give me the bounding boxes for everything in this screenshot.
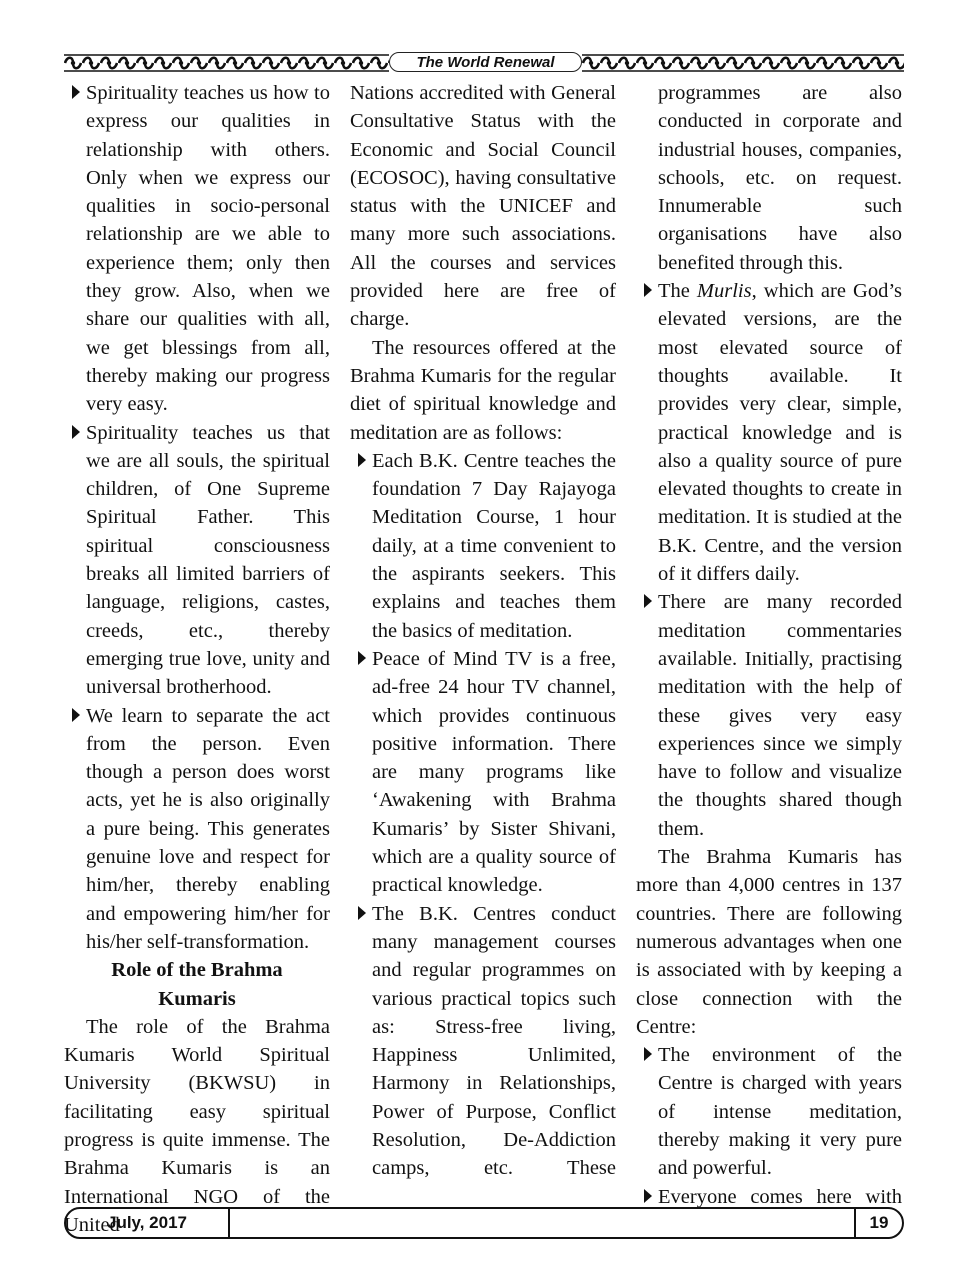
bullet-text: The environment of the Centre is charged with years of intense meditation, thereby making it very pure and powerful.	[658, 1044, 902, 1180]
bullet-text: Peace of Mind TV is a free, ad-free 24 hour TV channel, which provides continuous positive information. There are many programs like ‘Awakening with Brahma Kumaris’ by Sister Shivani, which are a quality source of practical knowledge.	[372, 647, 616, 897]
triangle-bullet-icon	[358, 651, 366, 665]
ornamental-border-right	[582, 54, 904, 72]
column-2	[350, 79, 616, 1183]
triangle-bullet-icon	[358, 453, 366, 467]
bullet-text: programmes are also conducted in corporate and industrial houses, companies, schools, etc. on request. Innumerable such organisations have also benefited through this.	[658, 82, 902, 274]
publication-title: The World Renewal	[389, 52, 582, 72]
bullet-item	[636, 1041, 902, 1182]
continued-bullet-text	[636, 79, 902, 277]
bullet-item	[636, 277, 902, 588]
murlis-italic: Murlis	[696, 280, 752, 303]
bullet-text: Everyone comes here with	[658, 1185, 902, 1208]
bullet-text: The B.K. Centres conduct many management courses and regular programmes on various practical topics such as: Stress-free living, Happiness Unlimited, Harmony in Relationships, Power of Purpose, Conflict Resolution, De-Addiction camps, etc. These	[372, 902, 616, 1180]
bullet-item	[350, 447, 616, 645]
body-paragraph: The Brahma Kumaris has more than 4,000 centres in 137 countries. There are following numerous advantages when one is associated with by keeping a close connection with the Centre:	[636, 846, 902, 1038]
triangle-bullet-icon	[644, 594, 652, 608]
body-paragraph: The resources offered at the Brahma Kumaris for the regular diet of spiritual knowledge and meditation are as follows:	[350, 336, 616, 444]
bullet-item	[636, 588, 902, 843]
continued-paragraph: Nations accredited with General Consultative Status with the Economic and Social Council (ECOSOC), having consultative status with the UNICEF and many more such associations. All the courses and services provided here are free of charge.	[350, 82, 616, 331]
bullet-item	[64, 702, 330, 957]
bullet-item	[350, 900, 616, 1183]
ornamental-border-left	[64, 54, 389, 72]
column-3	[636, 79, 902, 1211]
bullet-item	[64, 79, 330, 419]
bullet-text: There are many recorded meditation commentaries available. Initially, practising meditation with the help of these gives very easy experiences since we simply have to follow and visualize the thoughts shared though them.	[658, 591, 902, 840]
bullet-text: , which are God’s elevated versions, are the most elevated source of thoughts available. It provides very clear, simple, practical knowledge and is also a quality source of pure elevated thoughts to create in meditation. It is studied at the B.K. Centre, and the version of it differs daily.	[658, 280, 902, 586]
bullet-text: We learn to separate the act from the person. Even though a person does worst acts, yet he is also originally a pure being. This generates genuine love and respect for him/her, thereby enabling and empowering him/her for his/her self-transformation.	[86, 704, 330, 953]
column-1	[64, 79, 330, 1239]
section-heading: Role of the Brahma Kumaris	[111, 959, 283, 1010]
bullet-text-lead: The	[658, 280, 697, 303]
page-footer	[64, 1207, 904, 1239]
triangle-bullet-icon	[72, 85, 80, 99]
bullet-item	[350, 645, 616, 900]
triangle-bullet-icon	[644, 1047, 652, 1061]
triangle-bullet-icon	[72, 425, 80, 439]
triangle-bullet-icon	[644, 1189, 652, 1203]
body-paragraph: The role of the Brahma Kumaris World Spiritual University (BKWSU) in facilitating easy spiritual progress is quite immense. The Brahma Kumaris is an International NGO of the United	[64, 1015, 330, 1236]
bullet-text: Each B.K. Centre teaches the foundation 7 Day Rajayoga Meditation Course, 1 hour daily, at a time convenient to the aspirants seekers. This explains and teaches them the basics of meditation.	[372, 449, 616, 642]
triangle-bullet-icon	[358, 906, 366, 920]
triangle-bullet-icon	[72, 708, 80, 722]
page-header	[64, 52, 904, 74]
page-number: 19	[854, 1209, 902, 1237]
triangle-bullet-icon	[644, 283, 652, 297]
bullet-text: Spirituality teaches us that we are all souls, the spiritual children, of One Supreme Spiritual Father. This spiritual consciousness breaks all limited barriers of language, religions, castes, creeds, etc., thereby emerging true love, unity and universal brotherhood.	[86, 421, 330, 699]
issue-date: July, 2017	[66, 1209, 230, 1237]
bullet-item	[64, 419, 330, 702]
bullet-text: Spirituality teaches us how to express our qualities in relationship with others. Only when we express our qualities in socio-personal relationship are we able to experience them; only then they grow. Also, when we share our qualities with all, we get blessings from all, thereby making our progress very easy.	[86, 82, 330, 416]
